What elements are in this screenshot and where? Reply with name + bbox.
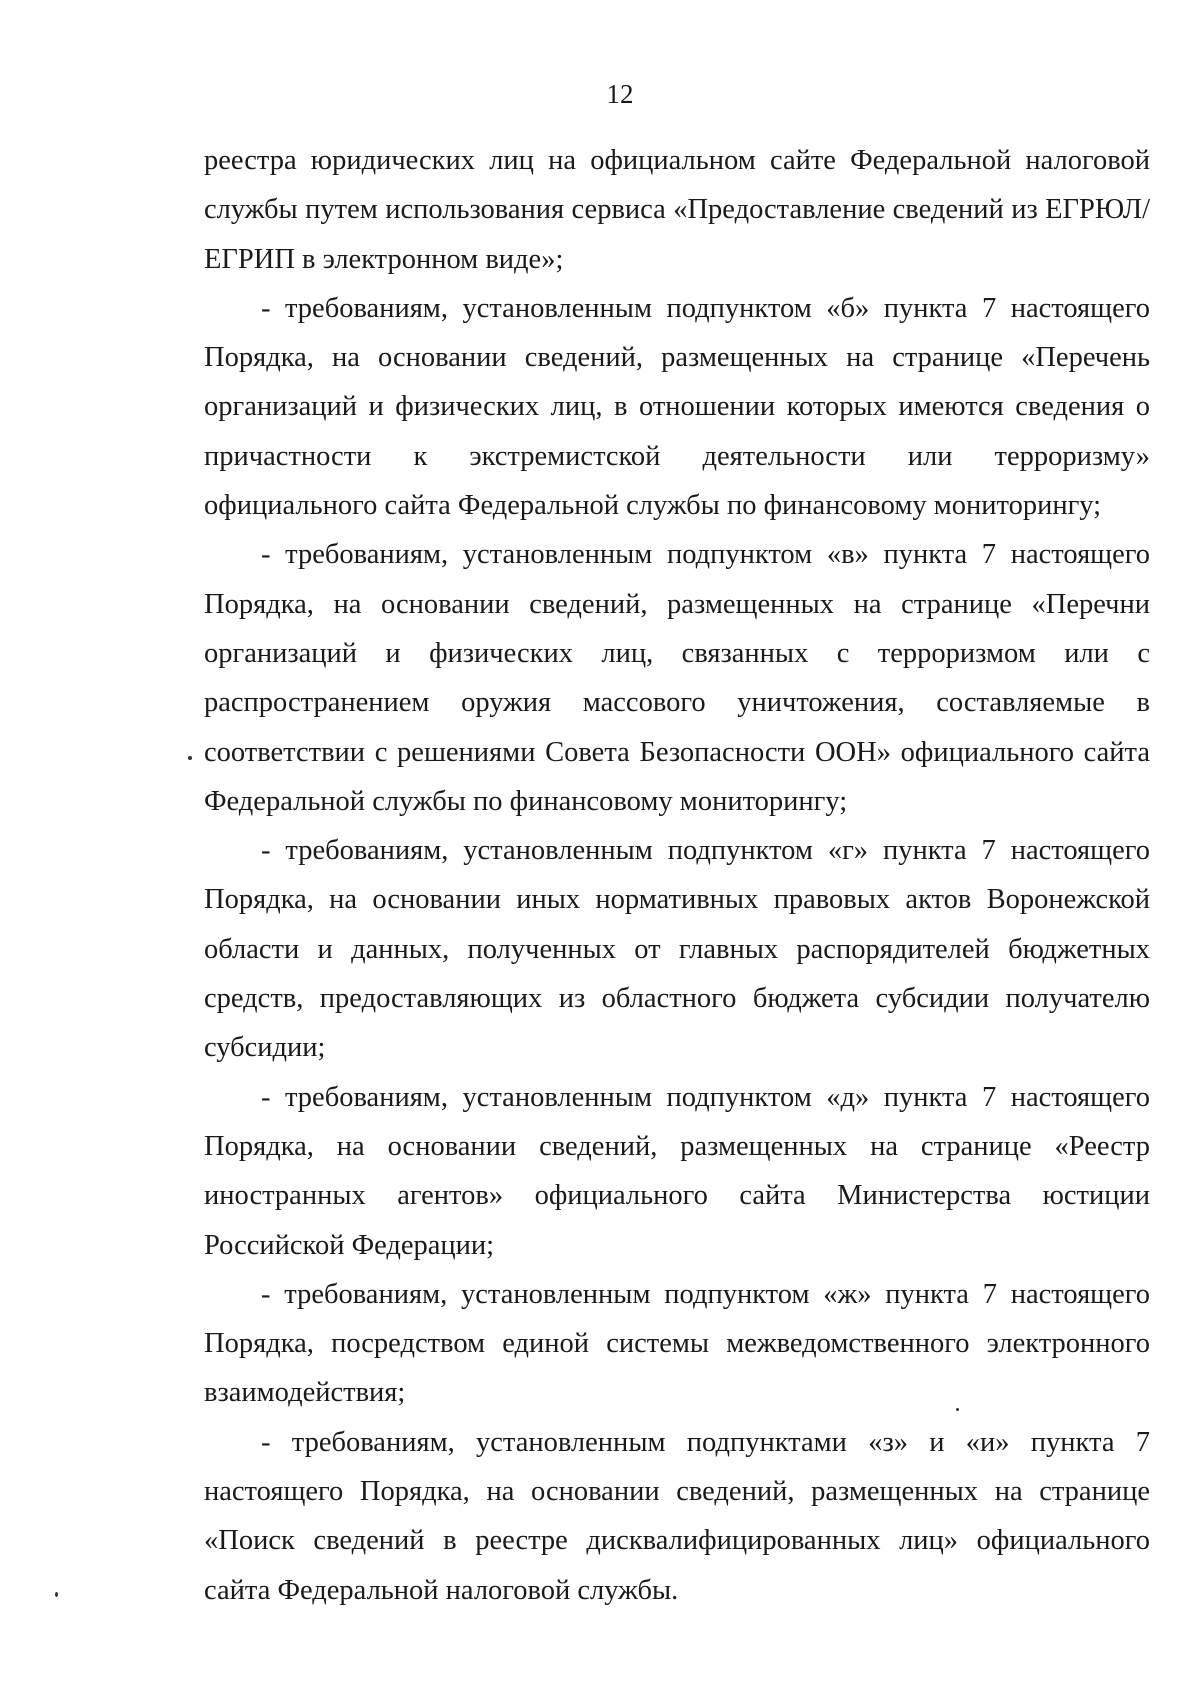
scan-speck [188, 756, 192, 760]
paragraph-6: - требованиям, установленным подпунктом «ж» пункта 7 настоящего Порядка, посредством единой системы межведомственного электронного взаимодействия; [204, 1278, 1150, 1409]
paragraph-1: реестра юридических лиц на официальном сайте Федеральной налоговой службы путем использования сервиса «Предоставление сведений из ЕГРЮЛ/ЕГРИП в электронном виде»; [204, 145, 1150, 275]
paragraph-2: - требованиям, установленным подпунктом «б» пункта 7 настоящего Порядка, на основании сведений, размещенных на странице «Перечень организаций и физических лиц, в отношении которых имеются сведения о причастности к экстремистской деятельности или терроризму» официального сайта Федеральной службы по финансовому мониторингу; [204, 292, 1150, 522]
paragraph-7: - требованиям, установленным подпунктами «з» и «и» пункта 7 настоящего Порядка, на основании сведений, размещенных на странице «Поиск сведений в реестре дисквалифицированных лиц» официального сайта Федеральной налоговой службы. [204, 1426, 1150, 1606]
scan-speck [55, 1592, 58, 1597]
paragraph-4: - требованиям, установленным подпунктом «г» пункта 7 настоящего Порядка, на основании иных нормативных правовых актов Воронежской области и данных, полученных от главных распорядителей бюджетных средств, предоставляющих из областного бюджета субсидии получателю субсидии; [204, 835, 1150, 1064]
paragraph-5: - требованиям, установленным подпунктом «д» пункта 7 настоящего Порядка, на основании сведений, размещенных на странице «Реестр иностранных агентов» официального сайта Министерства юстиции Российской Федерации; [204, 1081, 1150, 1261]
document-body [204, 136, 1150, 1615]
paragraph-3: - требованиям, установленным подпунктом «в» пункта 7 настоящего Порядка, на основании сведений, размещенных на странице «Перечни организаций и физических лиц, связанных с терроризмом или с распространением оружия массового уничтожения, составляемые в соответствии с решениями Совета Безопасности ООН» официального сайта Федеральной службы по финансовому мониторингу; [204, 539, 1150, 817]
page-number: 12 [606, 79, 634, 109]
scan-speck [956, 1408, 959, 1411]
